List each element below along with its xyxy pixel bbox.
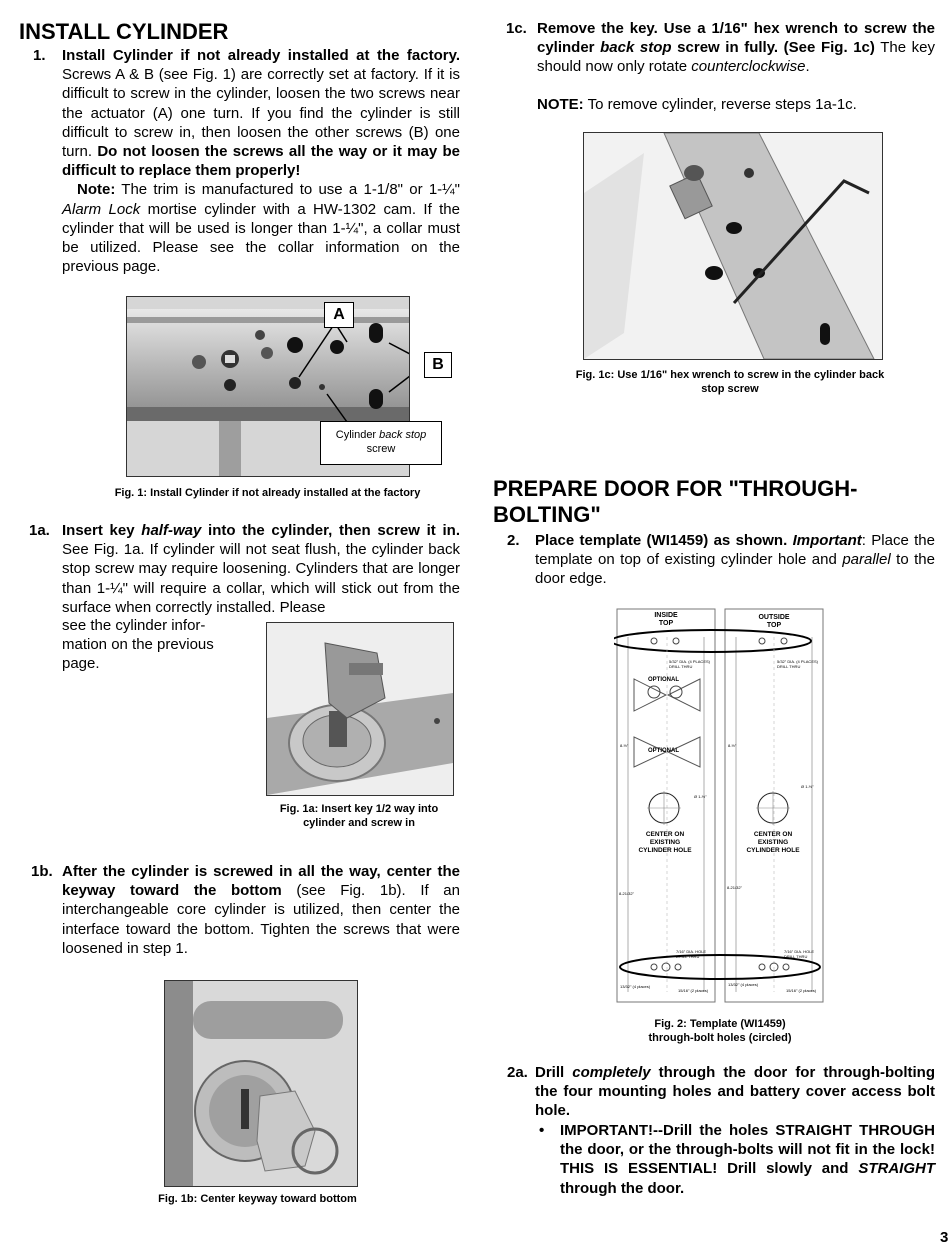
callout-em: back stop <box>379 429 427 441</box>
label-a: A <box>324 302 354 328</box>
step-1c-body: The key should now only rotate counterclockwise. <box>537 39 935 76</box>
step-number: 2. <box>507 532 520 549</box>
drill-note: 7/16" DIA. HOLE DRILL THRU <box>676 949 707 959</box>
note-label: NOTE: <box>537 96 584 113</box>
optional-label: OPTIONAL <box>648 677 679 683</box>
dim-label: Ø 1-½" <box>801 784 814 789</box>
step-1a-lead: Insert key half-way into the cylinder, then screw it in. <box>62 522 460 539</box>
step-number: 2a. <box>507 1064 528 1081</box>
step-2a-text: Drill completely through the door for through-bolting the four mounting holes and battery cover access bolt hole. <box>535 1064 935 1120</box>
drill-note: 5/32" DIA. (4 PLACES) DRILL THRU <box>669 659 710 669</box>
center-on-existing-label: CENTER ON EXISTING CYLINDER HOLE <box>746 831 800 854</box>
dim-label: 8-21/32" <box>619 891 634 896</box>
key-in-cylinder-illustration <box>267 623 453 795</box>
note-text: To remove cylinder, reverse steps 1a-1c. <box>583 96 857 113</box>
step-1a-body: See Fig. 1a. If cylinder will not seat flush, the cylinder back stop screw may require loosening. Cylinders that are longer than 1-¼" will require a collar, which will stick out from the surface when correctly installed. Please <box>62 541 460 616</box>
step-2a-bullet-text: IMPORTANT!--Drill the holes STRAIGHT THROUGH the door, or the through-bolts will not fit in the lock! THIS IS ESSENTIAL! Drill slowly and STRAIGHT through the door. <box>560 1122 935 1197</box>
step-1-text <box>62 46 460 276</box>
fig-1b-photo <box>164 980 358 1187</box>
important-label: Important <box>792 532 862 549</box>
dim-label: 8-21/32" <box>727 885 742 890</box>
fig-1a-photo <box>266 622 454 796</box>
callout-back-stop-screw <box>320 421 442 465</box>
hex-wrench-illustration <box>584 133 882 359</box>
dim-label: 15/16" (2 places) <box>786 988 817 993</box>
step-1-lead: Install Cylinder if not already installed at the factory. <box>62 47 460 64</box>
callout-text-2: screw <box>366 443 396 455</box>
note-text: The trim is manufactured to use a 1-1/8" or 1-¼" <box>115 181 460 199</box>
note-remove-cylinder <box>537 95 935 114</box>
step-1c-text <box>537 19 935 77</box>
center-on-existing-label: CENTER ON EXISTING CYLINDER HOLE <box>638 831 692 854</box>
step-1b-text <box>62 862 460 958</box>
drill-note: 7/16" DIA. HOLE DRILL THRU <box>784 949 815 959</box>
label-b: B <box>424 352 452 378</box>
outside-top-label: OUTSIDE TOP <box>758 614 790 629</box>
section-title-install-cylinder: INSTALL CYLINDER <box>19 19 229 44</box>
step-2-text: Place template (WI1459) as shown. Important: Place the template on top of existing cylinder hole and parallel to the door edge. <box>535 532 935 588</box>
dim-label: 13/32" (4 places) <box>728 982 759 987</box>
dim-label: 8-½" <box>728 743 737 748</box>
step-number: 1. <box>33 47 46 64</box>
step-1b-lead: After the cylinder is screwed in all the way, center the keyway toward the bottom <box>62 863 460 900</box>
step-2-lead: Place template (WI1459) as shown. <box>535 532 788 549</box>
bullet: • <box>539 1122 545 1139</box>
step-number: 1a. <box>29 522 50 539</box>
step-1a-text-cont: see the cylinder infor- mation on the previous page. <box>62 617 214 673</box>
brand-name: Alarm Lock <box>62 200 141 218</box>
fig-1c-photo <box>583 132 883 360</box>
fig-1a-caption: Fig. 1a: Insert key 1/2 way into cylinder and screw in <box>279 803 439 829</box>
keyway-illustration <box>165 981 357 1186</box>
drill-note: 5/32" DIA. (4 PLACES) DRILL THRU <box>777 659 818 669</box>
dim-label: Ø 1-½" <box>694 794 707 799</box>
step-1-warning: Do not loosen the screws all the way or it may be difficult to replace them properly! <box>62 143 460 180</box>
note-text-cont: mortise cylinder with a HW-1302 cam. If the cylinder that will be used is longer than 1-¼", a collar must be utilized. Please see the collar information on the previous page. <box>62 200 460 276</box>
template-wi1459 <box>614 607 826 1004</box>
step-number: 1c. <box>506 20 527 37</box>
fig-1b-caption: Fig. 1b: Center keyway toward bottom <box>158 1193 357 1205</box>
callout-text: Cylinder <box>335 429 380 441</box>
fig-2-caption: Fig. 2: Template (WI1459) through-bolt holes (circled) <box>648 1018 792 1044</box>
dim-label: 13/32" (4 places) <box>620 984 651 989</box>
fig-1-caption: Fig. 1: Install Cylinder if not already installed at the factory <box>114 487 421 499</box>
step-1a-text <box>62 521 460 617</box>
optional-label: OPTIONAL <box>648 748 679 754</box>
step-number: 1b. <box>31 863 53 880</box>
note-label: Note: <box>77 181 116 199</box>
step-1b-body: (see Fig. 1b). If an interchangeable core cylinder is utilized, then center the interface toward the bottom. Tighten the screws that were loosened in step 1. <box>62 882 460 957</box>
step-1-body: Screws A & B (see Fig. 1) are correctly set at factory. If it is difficult to screw in the cylinder, loosen the two screws near the actuator (A) one turn. If you find the cylinder is still difficult to screw in, then loosen the other screws (B) one turn. <box>62 66 460 161</box>
inside-top-label: INSIDE TOP <box>654 612 678 627</box>
fig-1c-caption: Fig. 1c: Use 1/16" hex wrench to screw in the cylinder back stop screw <box>575 369 885 395</box>
step-1c-lead: Remove the key. Use a 1/16" hex wrench to screw the cylinder back stop screw in fully. (See Fig. 1c) <box>537 20 935 57</box>
dim-label: 8-½" <box>620 743 629 748</box>
page-number: 3 <box>940 1229 949 1246</box>
dim-label: 15/16" (2 places) <box>678 988 709 993</box>
section-title-prepare-door: PREPARE DOOR FOR "THROUGH- BOLTING" <box>493 476 858 527</box>
